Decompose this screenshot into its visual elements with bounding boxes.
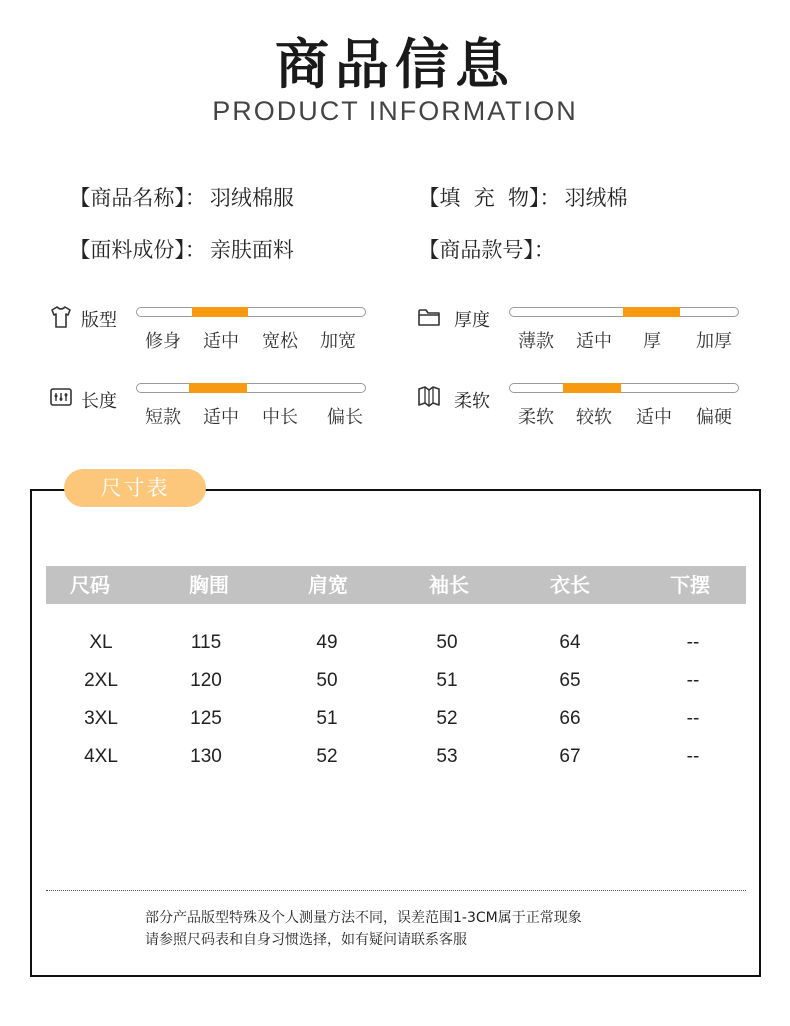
size-chart-title-badge: 尺寸表 bbox=[64, 469, 206, 507]
attr-label-length: 长度 bbox=[81, 391, 117, 412]
thickness-scale-fill bbox=[623, 307, 680, 317]
dotted-divider bbox=[46, 890, 746, 891]
table-cell: -- bbox=[686, 746, 700, 767]
fit-scale-bar bbox=[136, 307, 366, 317]
attr-label-fit: 版型 bbox=[81, 310, 117, 331]
thickness-option: 厚 bbox=[643, 331, 661, 352]
length-option: 适中 bbox=[203, 407, 239, 428]
softness-scale-fill bbox=[563, 383, 621, 393]
table-cell: 2XL bbox=[84, 670, 118, 691]
table-cell: 130 bbox=[190, 746, 222, 767]
folder-icon bbox=[417, 305, 441, 329]
table-cell: 64 bbox=[559, 632, 581, 653]
info-value: 亲肤面料 bbox=[209, 238, 294, 262]
fit-option: 加宽 bbox=[320, 331, 356, 352]
info-style-number bbox=[405, 210, 559, 264]
info-filling bbox=[405, 158, 628, 212]
table-cell: 50 bbox=[316, 670, 338, 691]
table-cell: 53 bbox=[436, 746, 458, 767]
thickness-scale-bar bbox=[509, 307, 739, 317]
column-header: 袖长 bbox=[429, 573, 469, 597]
table-cell: 66 bbox=[559, 708, 581, 729]
size-chart-header bbox=[46, 566, 746, 604]
table-cell: 3XL bbox=[84, 708, 118, 729]
book-icon bbox=[417, 385, 441, 409]
info-fabric bbox=[56, 210, 294, 264]
column-header: 尺码 bbox=[70, 573, 110, 597]
table-cell: 51 bbox=[436, 670, 458, 691]
thickness-option: 适中 bbox=[576, 331, 612, 352]
length-scale-fill bbox=[189, 383, 247, 393]
table-cell: -- bbox=[686, 632, 700, 653]
table-cell: 4XL bbox=[84, 746, 118, 767]
table-cell: -- bbox=[686, 670, 700, 691]
table-cell: 51 bbox=[316, 708, 338, 729]
info-label: 【面料成份】： bbox=[69, 238, 206, 262]
table-cell: 65 bbox=[559, 670, 581, 691]
length-option: 偏长 bbox=[327, 407, 363, 428]
softness-option: 适中 bbox=[636, 407, 672, 428]
size-chart-note: 请参照尺码表和自身习惯选择，如有疑问请联系客服 bbox=[145, 932, 467, 948]
thickness-option: 加厚 bbox=[696, 331, 732, 352]
table-cell: 49 bbox=[316, 632, 338, 653]
fit-option: 适中 bbox=[203, 331, 239, 352]
table-cell: 115 bbox=[190, 632, 222, 653]
info-label: 【商品名称】： bbox=[69, 186, 206, 210]
length-option: 短款 bbox=[145, 407, 181, 428]
info-value: 羽绒棉服 bbox=[209, 186, 294, 210]
table-cell: 120 bbox=[190, 670, 222, 691]
attr-label-softness: 柔软 bbox=[454, 391, 490, 412]
column-header: 胸围 bbox=[189, 573, 229, 597]
softness-scale-bar bbox=[509, 383, 739, 393]
fit-option: 修身 bbox=[145, 331, 181, 352]
size-chart-frame bbox=[30, 489, 761, 977]
page-title-cn: 商品信息 bbox=[275, 33, 515, 96]
info-product-name bbox=[56, 158, 294, 212]
table-cell: XL bbox=[89, 632, 113, 653]
ruler-icon bbox=[49, 385, 73, 409]
fit-scale-fill bbox=[192, 307, 248, 317]
column-header: 肩宽 bbox=[308, 573, 348, 597]
fit-option: 宽松 bbox=[262, 331, 298, 352]
info-label: 【填 充 物】： bbox=[418, 186, 561, 210]
tshirt-icon bbox=[49, 305, 73, 329]
size-chart-note: 部分产品版型特殊及个人测量方法不同，误差范围1-3CM属于正常现象 bbox=[145, 910, 582, 926]
table-cell: 50 bbox=[436, 632, 458, 653]
info-label: 【商品款号】： bbox=[418, 238, 555, 262]
softness-option: 较软 bbox=[576, 407, 612, 428]
length-option: 中长 bbox=[262, 407, 298, 428]
info-value: 羽绒棉 bbox=[564, 186, 628, 210]
table-cell: 125 bbox=[190, 708, 222, 729]
softness-option: 偏硬 bbox=[696, 407, 732, 428]
column-header: 下摆 bbox=[670, 573, 710, 597]
table-cell: 67 bbox=[559, 746, 581, 767]
thickness-option: 薄款 bbox=[518, 331, 554, 352]
column-header: 衣长 bbox=[550, 573, 590, 597]
table-cell: -- bbox=[686, 708, 700, 729]
table-cell: 52 bbox=[316, 746, 338, 767]
length-scale-bar bbox=[136, 383, 366, 393]
table-cell: 52 bbox=[436, 708, 458, 729]
softness-option: 柔软 bbox=[518, 407, 554, 428]
page-title-en: PRODUCT INFORMATION bbox=[212, 96, 578, 126]
attr-label-thickness: 厚度 bbox=[454, 310, 490, 331]
